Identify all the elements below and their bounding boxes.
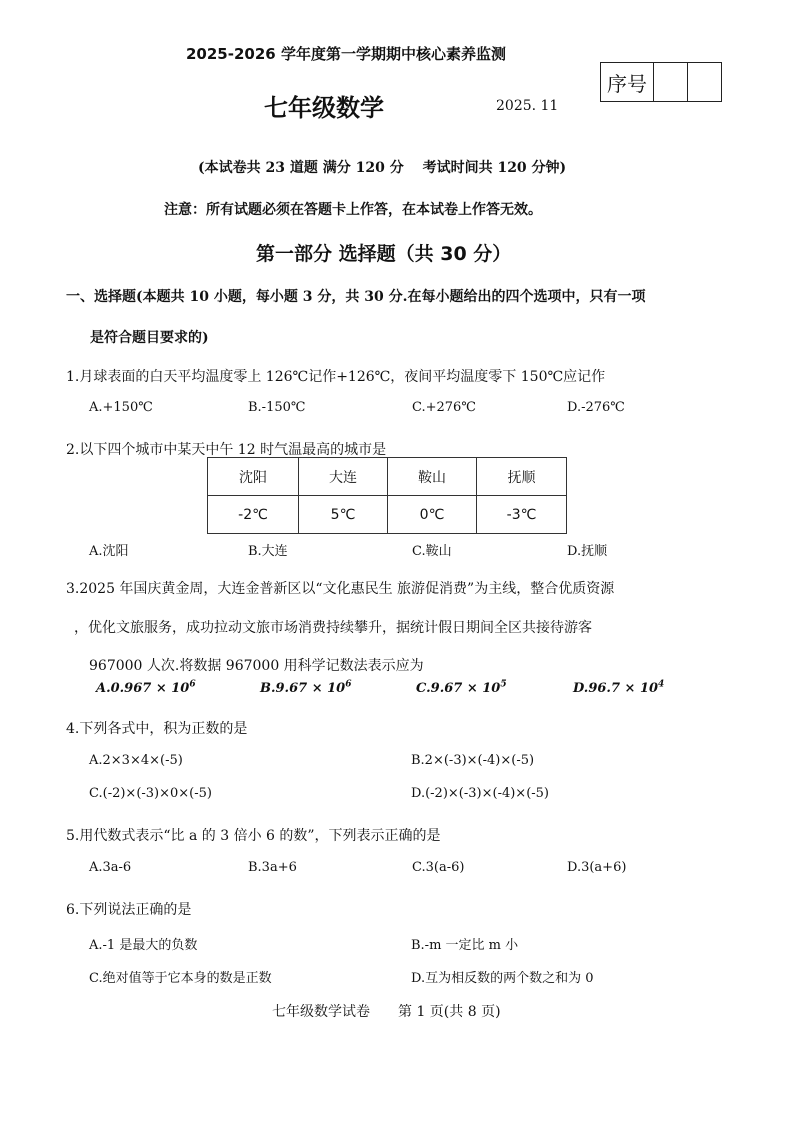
q3-option-a: $A.0.967 \times 10^6$ bbox=[96, 679, 196, 696]
q6-option-b: B.-m 一定比 m 小 bbox=[411, 938, 519, 953]
q2-option-a: A.沈阳 bbox=[89, 544, 129, 559]
q2-option-d: D.抚顺 bbox=[567, 544, 608, 559]
table-cell: 抚顺 bbox=[477, 458, 567, 496]
serial-cell-1 bbox=[653, 63, 687, 101]
q5-option-d: D.3(a+6) bbox=[567, 860, 627, 875]
q3-option-c: $C.9.67 \times 10^5$ bbox=[416, 679, 507, 696]
table-cell: 鞍山 bbox=[388, 458, 477, 496]
q3-option-b: $B.9.67 \times 10^6$ bbox=[260, 679, 352, 696]
table-cell: 大连 bbox=[299, 458, 388, 496]
q2-option-b: B.大连 bbox=[248, 544, 288, 559]
q3-stem-line2: ，优化文旅服务，成功拉动文旅市场消费持续攀升，据统计假日期间全区共接待游客 bbox=[74, 620, 592, 636]
q1-option-d: D.-276℃ bbox=[567, 400, 625, 415]
table-cell: -3℃ bbox=[477, 496, 567, 534]
q4-option-b: B.2×(-3)×(-4)×(-5) bbox=[411, 753, 535, 768]
part1-title: 第一部分 选择题（共 30 分） bbox=[256, 243, 512, 265]
q3-option-d: $D.96.7 \times 10^4$ bbox=[573, 679, 665, 696]
serial-number-box bbox=[600, 62, 722, 102]
q6-option-d: D.互为相反数的两个数之和为 0 bbox=[411, 971, 594, 986]
q2-option-c: C.鞍山 bbox=[412, 544, 452, 559]
table-cell: -2℃ bbox=[208, 496, 299, 534]
q4-option-a: A.2×3×4×(-5) bbox=[89, 753, 183, 768]
exam-info: (本试卷共 23 道题 满分 120 分 考试时间共 120 分钟) bbox=[198, 160, 567, 176]
page-footer: 七年级数学试卷 第 1 页(共 8 页) bbox=[272, 1004, 501, 1020]
serial-label: 序号 bbox=[607, 71, 647, 96]
q2-stem: 2.以下四个城市中某天中午 12 时气温最高的城市是 bbox=[66, 442, 387, 458]
table-row-temps bbox=[208, 496, 567, 534]
q1-option-b: B.-150℃ bbox=[248, 400, 306, 415]
q5-option-b: B.3a+6 bbox=[248, 860, 297, 875]
q4-option-d: D.(-2)×(-3)×(-4)×(-5) bbox=[411, 786, 549, 801]
q3-stem-line3: 967000 人次.将数据 967000 用科学记数法表示应为 bbox=[89, 658, 424, 674]
table-row-cities bbox=[208, 458, 567, 496]
q4-stem: 4.下列各式中，积为正数的是 bbox=[66, 721, 248, 737]
q5-stem: 5.用代数式表示“比 a 的 3 倍小 6 的数”，下列表示正确的是 bbox=[66, 828, 441, 844]
serial-cell-2 bbox=[687, 63, 721, 101]
part1-instruction-line2: 是符合题目要求的) bbox=[90, 330, 209, 346]
q1-stem: 1.月球表面的白天平均温度零上 126℃记作+126℃，夜间平均温度零下 150℃应记作 bbox=[66, 369, 606, 385]
notice: 注意：所有试题必须在答题卡上作答，在本试卷上作答无效。 bbox=[164, 202, 542, 218]
q6-option-a: A.-1 是最大的负数 bbox=[89, 938, 198, 953]
table-cell: 5℃ bbox=[299, 496, 388, 534]
q6-stem: 6.下列说法正确的是 bbox=[66, 902, 192, 918]
table-cell: 0℃ bbox=[388, 496, 477, 534]
q3-stem-line1: 3.2025 年国庆黄金周，大连金普新区以“文化惠民生 旅游促消费”为主线，整合优质资源 bbox=[66, 581, 615, 597]
q4-option-c: C.(-2)×(-3)×0×(-5) bbox=[89, 786, 212, 801]
q1-option-c: C.+276℃ bbox=[412, 400, 476, 415]
table-cell: 沈阳 bbox=[208, 458, 299, 496]
part1-instruction-line1: 一、选择题(本题共 10 小题，每小题 3 分，共 30 分.在每小题给出的四个选项中，只有一项 bbox=[66, 289, 646, 305]
temperature-table bbox=[207, 457, 567, 534]
q6-option-c: C.绝对值等于它本身的数是正数 bbox=[89, 971, 272, 986]
q5-option-c: C.3(a-6) bbox=[412, 860, 465, 875]
q5-option-a: A.3a-6 bbox=[89, 860, 132, 875]
subject-title: 七年级数学 bbox=[264, 93, 384, 122]
q1-option-a: A.+150℃ bbox=[89, 400, 153, 415]
exam-title: 2025-2026 学年度第一学期期中核心素养监测 bbox=[186, 45, 506, 63]
exam-date: 2025. 11 bbox=[496, 98, 559, 114]
